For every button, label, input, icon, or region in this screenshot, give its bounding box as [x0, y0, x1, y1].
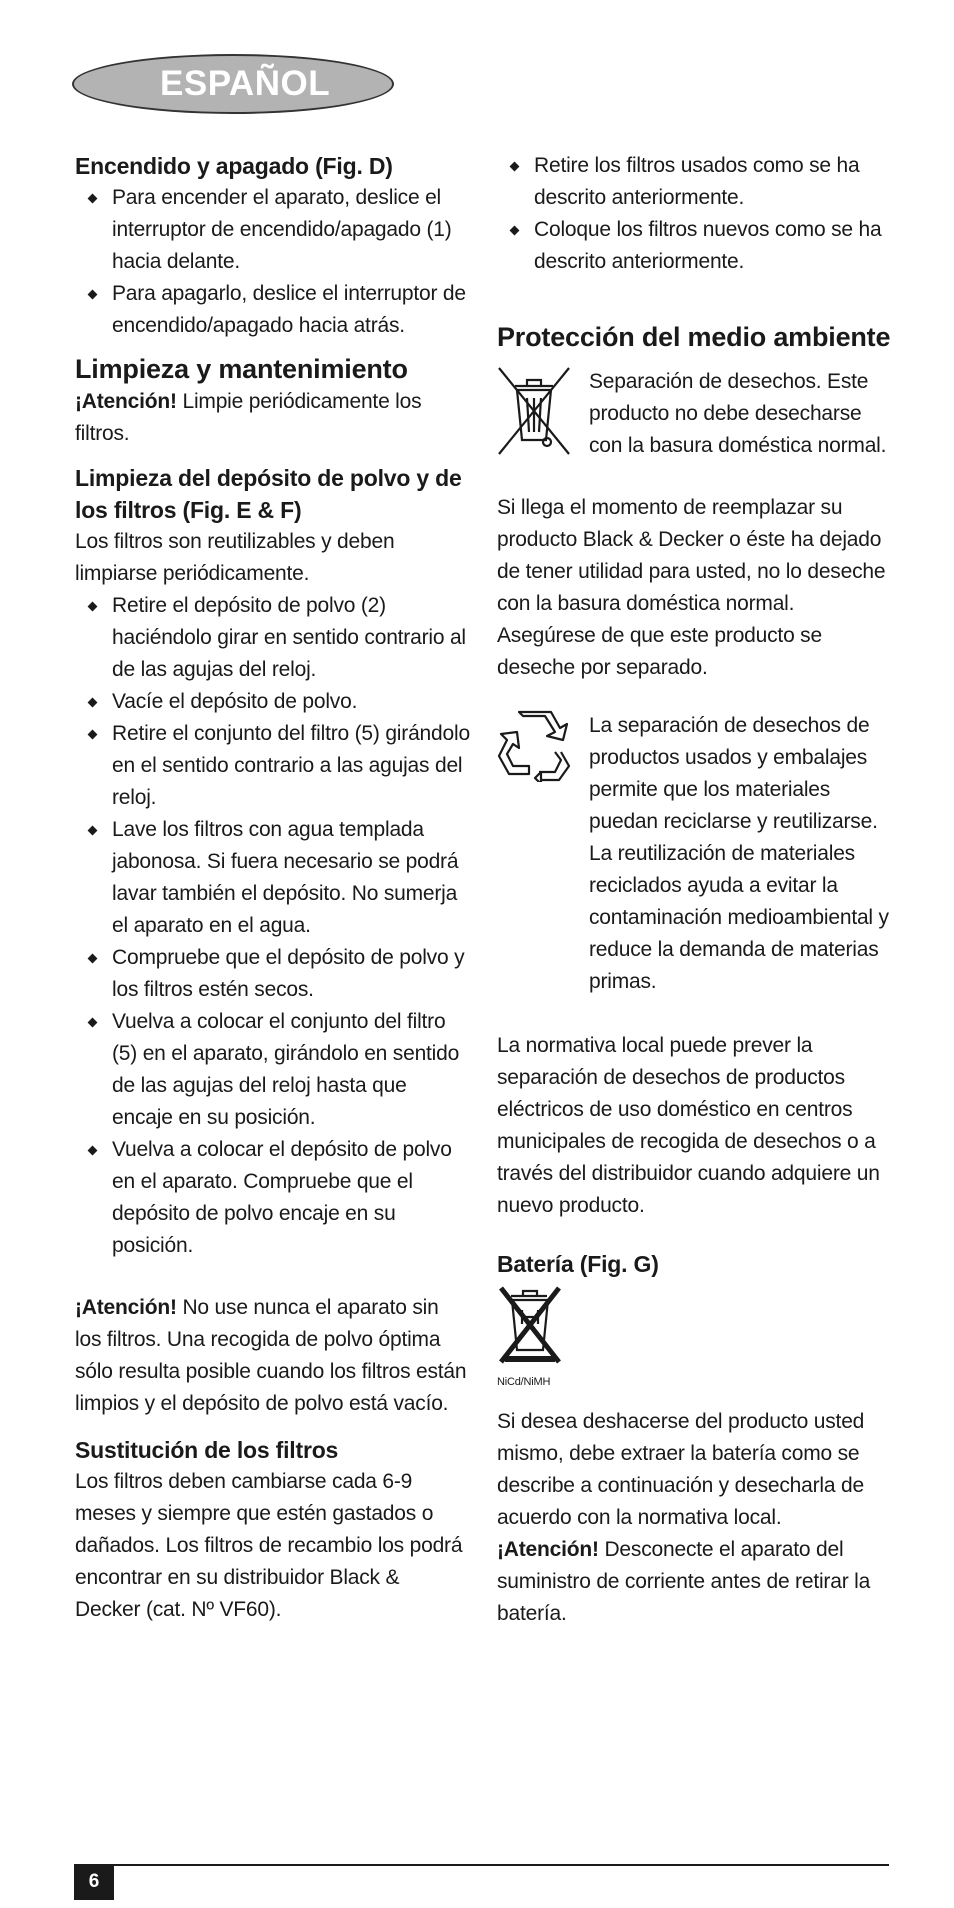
list-item: Retire el depósito de polvo (2) haciéndolo girar en sentido contrario al de las agujas del reloj.: [75, 590, 470, 686]
list-item: Coloque los filtros nuevos como se ha descrito anteriormente.: [497, 214, 897, 278]
battery-text: Si desea deshacerse del producto usted mismo, debe extraer la batería como se describe a continuación y desecharla de acuerdo con la normativa local.: [497, 1410, 865, 1529]
warning-text: Limpie periódicamente los filtros.: [75, 390, 422, 445]
warning-label: ¡Atención!: [75, 390, 177, 413]
list-item: Para apagarlo, deslice el interruptor de encendido/apagado hacia atrás.: [75, 278, 470, 342]
cleaning-filters-intro: Los filtros son reutilizables y deben limpiarse periódicamente.: [75, 530, 395, 585]
list-item: Retire los filtros usados como se ha descrito anteriormente.: [497, 150, 897, 214]
waste-bin-block: [497, 366, 897, 468]
waste-bin-text: Separación de desechos. Este producto no debe desecharse con la basura doméstica normal.: [589, 370, 887, 457]
list-item: Vuelva a colocar el depósito de polvo en el aparato. Compruebe que el depósito de polvo encaje en su posición.: [75, 1134, 470, 1262]
cleaning-heading: Limpieza y mantenimiento: [75, 354, 408, 384]
battery-icon-caption: NiCd/NiMH: [497, 1376, 551, 1388]
list-item: Para encender el aparato, deslice el interruptor de encendido/apagado (1) hacia delante.: [75, 182, 470, 278]
battery-bin-icon: [497, 1284, 567, 1388]
right-column: [497, 150, 897, 1630]
environment-paragraph-1: Si llega el momento de reemplazar su producto Black & Decker o éste ha dejado de tener utilidad para usted, no lo deseche con la basura doméstica normal. Asegúrese de que este producto se deseche por separado.: [497, 496, 886, 679]
footer-rule: [74, 1864, 889, 1866]
cleaning-filters-list: [75, 590, 470, 1262]
cleaning-filters-heading: Limpieza del depósito de polvo y de los filtros (Fig. E & F): [75, 465, 462, 523]
list-item: Retire el conjunto del filtro (5) girándolo en el sentido contrario a las agujas del reloj.: [75, 718, 470, 814]
warning-label: ¡Atención!: [497, 1538, 599, 1561]
replace-text: Los filtros deben cambiarse cada 6-9 meses y siempre que estén gastados o dañados. Los filtros de recambio los podrá encontrar en su distribuidor Black & Decker (cat. Nº VF60).: [75, 1470, 463, 1621]
warning-text: Desconecte el aparato del suministro de corriente antes de retirar la batería.: [497, 1538, 871, 1625]
on-off-heading: Encendido y apagado (Fig. D): [75, 153, 393, 179]
environment-heading: Protección del medio ambiente: [497, 322, 891, 352]
filters-warning: [75, 1292, 470, 1420]
crossed-bin-icon: [497, 366, 589, 468]
language-badge: [72, 54, 394, 114]
recycle-icon: [497, 710, 589, 998]
cleaning-warning: [75, 386, 470, 450]
recycle-text: La separación de desechos de productos usados y embalajes permite que los materiales puedan reciclarse y reutilizarse. La reutilización de materiales reciclados ayuda a evitar la contaminación medioambiental y reduce la demanda de materias primas.: [589, 714, 889, 993]
list-item: Lave los filtros con agua templada jabonosa. Si fuera necesario se podrá lavar también el depósito. No sumerja el aparato en el agua.: [75, 814, 470, 942]
page-number: 6: [74, 1864, 114, 1900]
battery-warning: [497, 1534, 897, 1630]
replace-list: [497, 150, 897, 278]
replace-heading: Sustitución de los filtros: [75, 1437, 339, 1463]
list-item: Vuelva a colocar el conjunto del filtro (5) en el aparato, girándolo en sentido de las agujas del reloj hasta que encaje en su posición.: [75, 1006, 470, 1134]
warning-text: No use nunca el aparato sin los filtros. Una recogida de polvo óptima sólo resulta posible cuando los filtros están limpios y el depósito de polvo está vacío.: [75, 1296, 467, 1415]
battery-heading: Batería (Fig. G): [497, 1251, 659, 1277]
list-item: Vacíe el depósito de polvo.: [75, 686, 470, 718]
recycle-block: [497, 710, 897, 998]
warning-label: ¡Atención!: [75, 1296, 177, 1319]
left-column: [75, 150, 470, 1626]
on-off-list: [75, 182, 470, 342]
list-item: Compruebe que el depósito de polvo y los filtros estén secos.: [75, 942, 470, 1006]
language-label: ESPAÑOL: [160, 64, 331, 103]
environment-paragraph-2: La normativa local puede prever la separación de desechos de productos eléctricos de uso doméstico en centros municipales de recogida de desechos o a través del distribuidor cuando adquiere un nuevo producto.: [497, 1034, 880, 1217]
